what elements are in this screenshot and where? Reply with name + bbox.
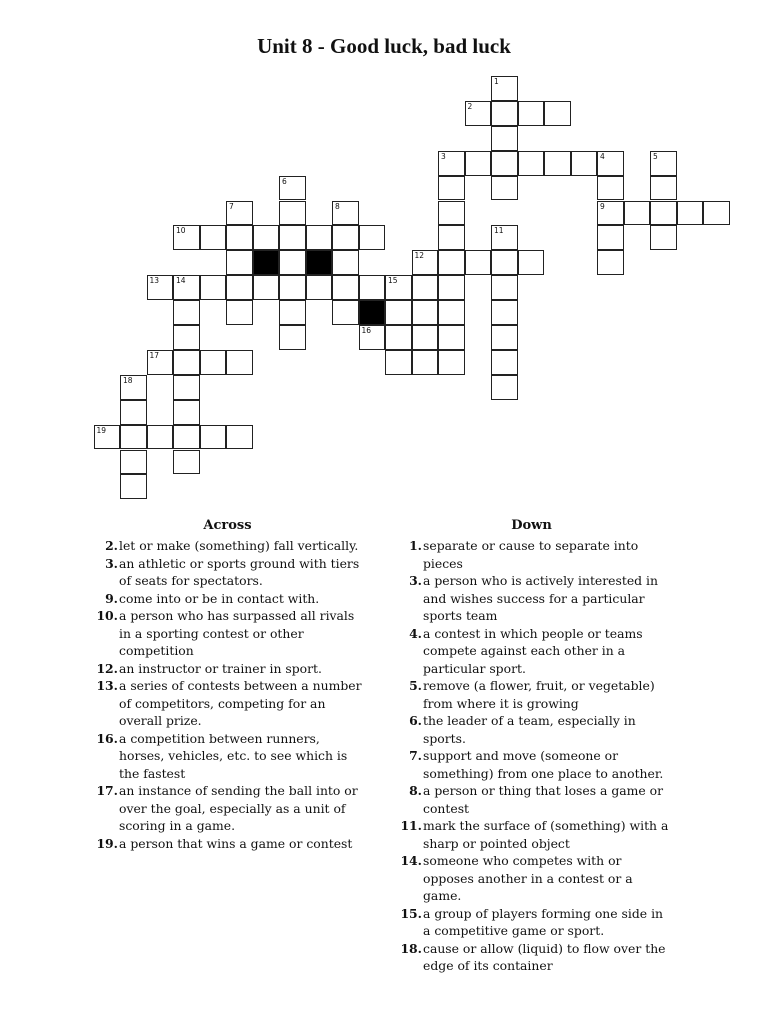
grid-cell[interactable] — [491, 250, 518, 275]
grid-cell[interactable] — [412, 350, 439, 375]
grid-cell[interactable] — [279, 225, 306, 250]
grid-cell[interactable] — [438, 176, 465, 201]
grid-cell[interactable] — [173, 350, 200, 375]
clue-number: 11. — [400, 818, 422, 833]
clue-number: 15. — [400, 905, 422, 921]
grid-cell[interactable] — [226, 350, 253, 375]
grid-cell[interactable] — [279, 250, 306, 275]
clue-text: a series of contests between a number of competitors, competing for an overall prize. — [119, 678, 362, 728]
clue-text: mark the surface of (something) with a sharp or pointed object — [423, 818, 669, 851]
page-title: Unit 8 - Good luck, bad luck — [257, 34, 511, 58]
clue-number: 2. — [105, 538, 118, 553]
clue-number: 19 — [96, 425, 107, 435]
clue-number: 17 — [149, 350, 160, 360]
grid-cell[interactable] — [120, 474, 147, 499]
grid-cell[interactable] — [650, 201, 677, 226]
down-clue — [394, 905, 669, 940]
grid-cell[interactable] — [279, 176, 306, 201]
grid-cell[interactable] — [412, 300, 439, 325]
grid-cell[interactable] — [279, 201, 306, 226]
grid-cell[interactable] — [438, 325, 465, 350]
down-clue — [394, 572, 669, 625]
grid-cell[interactable] — [597, 176, 624, 201]
across-clue — [90, 730, 365, 783]
grid-cell[interactable] — [650, 151, 677, 176]
grid-cell[interactable] — [412, 325, 439, 350]
clue-text: an instance of sending the ball into or over the goal, especially as a unit of scoring in a game. — [119, 783, 358, 833]
clue-text: cause or allow (liquid) to flow over the edge of its container — [423, 940, 666, 973]
grid-cell[interactable] — [491, 176, 518, 201]
grid-cell[interactable] — [385, 275, 412, 300]
crossword-grid — [0, 0, 768, 510]
grid-cell[interactable] — [385, 300, 412, 325]
clue-number: 3. — [409, 573, 422, 588]
clue-text: separate or cause to separate into pieces — [423, 538, 639, 571]
grid-cell[interactable] — [438, 151, 465, 176]
grid-cell[interactable] — [438, 300, 465, 325]
grid-cell[interactable] — [438, 350, 465, 375]
clue-number: 13. — [96, 678, 118, 693]
clue-number: 14 — [176, 276, 186, 286]
down-clues — [394, 518, 669, 975]
grid-cell[interactable] — [120, 400, 147, 425]
grid-cell[interactable] — [518, 151, 545, 176]
grid-cell[interactable] — [226, 425, 253, 450]
grid-cell[interactable] — [226, 275, 253, 300]
across-clue — [90, 555, 365, 590]
grid-cell[interactable] — [491, 151, 518, 176]
grid-cell[interactable] — [226, 201, 253, 226]
grid-cell[interactable] — [491, 325, 518, 350]
clue-number: 19. — [96, 835, 118, 851]
grid-cell[interactable] — [544, 101, 571, 126]
grid-cell[interactable] — [465, 151, 492, 176]
down-clue — [394, 625, 669, 678]
clue-text: an instructor or trainer in sport. — [119, 660, 322, 676]
grid-cell[interactable] — [438, 250, 465, 275]
down-heading: Down — [511, 518, 552, 533]
clue-number: 18 — [123, 375, 133, 385]
across-clue-list — [90, 537, 365, 852]
grid-cell[interactable] — [438, 275, 465, 300]
clue-number: 18. — [400, 940, 422, 956]
clue-text: remove (a flower, fruit, or vegetable) from where it is growing — [423, 678, 655, 711]
grid-cell[interactable] — [120, 375, 147, 400]
grid-cell[interactable] — [200, 350, 227, 375]
grid-cell[interactable] — [200, 425, 227, 450]
grid-cell[interactable] — [253, 225, 280, 250]
grid-cell[interactable] — [703, 201, 730, 226]
clue-number: 10. — [96, 608, 118, 623]
grid-cell[interactable] — [173, 425, 200, 450]
clue-number: 6. — [409, 713, 422, 728]
grid-cell[interactable] — [571, 151, 598, 176]
grid-cell[interactable] — [173, 300, 200, 325]
clue-text: the leader of a team, especially in sports. — [423, 713, 636, 746]
down-clue — [394, 817, 669, 852]
across-clue — [90, 607, 365, 660]
clue-number: 4 — [600, 151, 605, 161]
grid-cell[interactable] — [491, 101, 518, 126]
grid-cell[interactable] — [279, 300, 306, 325]
clue-number: 3 — [441, 151, 446, 161]
clue-number: 9 — [600, 201, 605, 211]
grid-cell[interactable] — [173, 400, 200, 425]
clue-number: 8. — [409, 783, 422, 798]
grid-cell[interactable] — [597, 201, 624, 226]
down-clue — [394, 782, 669, 817]
grid-cell[interactable] — [332, 275, 359, 300]
grid-cell[interactable] — [226, 225, 253, 250]
grid-cell[interactable] — [438, 225, 465, 250]
grid-cell[interactable] — [650, 225, 677, 250]
across-clue — [90, 537, 365, 555]
grid-cell[interactable] — [359, 225, 386, 250]
grid-cell[interactable] — [465, 250, 492, 275]
clue-number: 15 — [388, 276, 398, 286]
grid-cell[interactable] — [491, 375, 518, 400]
grid-cell[interactable] — [385, 325, 412, 350]
grid-cell[interactable] — [253, 275, 280, 300]
down-clue — [394, 852, 669, 905]
clue-number: 16. — [96, 730, 118, 746]
grid-cell[interactable] — [147, 350, 174, 375]
clue-text: a person who is actively interested in and wishes success for a particular sports team — [423, 573, 658, 623]
clue-number: 8 — [335, 201, 340, 211]
down-clue-list — [394, 537, 669, 975]
clue-number: 4. — [409, 625, 422, 641]
clue-text: a contest in which people or teams compete against each other in a particular sport. — [423, 625, 643, 676]
grid-cell[interactable] — [332, 225, 359, 250]
clue-number: 9. — [105, 590, 118, 606]
grid-cell[interactable] — [491, 275, 518, 300]
clue-number: 2 — [467, 101, 473, 111]
grid-cell[interactable] — [120, 450, 147, 475]
grid-cell[interactable] — [173, 275, 200, 300]
grid-cell[interactable] — [465, 101, 492, 126]
down-clue — [394, 677, 669, 712]
grid-cell[interactable] — [518, 101, 545, 126]
grid-cell[interactable] — [359, 325, 386, 350]
clue-number: 17. — [96, 783, 118, 798]
clue-text: let or make (something) fall vertically. — [119, 538, 359, 553]
grid-cell[interactable] — [491, 225, 518, 250]
grid-cell[interactable] — [173, 325, 200, 350]
grid-cell[interactable] — [279, 325, 306, 350]
grid-cell[interactable] — [173, 225, 200, 250]
grid-cell[interactable] — [385, 350, 412, 375]
across-clue — [90, 590, 365, 608]
down-clue — [394, 712, 669, 747]
grid-cell[interactable] — [544, 151, 571, 176]
clue-text: a person that wins a game or contest — [119, 835, 353, 851]
grid-cell-blocked — [306, 250, 333, 275]
down-clue — [394, 747, 669, 782]
clue-number: 7 — [229, 201, 234, 211]
grid-cell[interactable] — [120, 425, 147, 450]
clue-number: 13 — [149, 276, 160, 286]
grid-cell[interactable] — [412, 250, 439, 275]
grid-cell[interactable] — [359, 275, 386, 300]
grid-cell[interactable] — [491, 76, 518, 101]
grid-cell[interactable] — [147, 275, 174, 300]
clue-number: 11 — [494, 226, 504, 236]
grid-cell[interactable] — [597, 151, 624, 176]
grid-cell[interactable] — [94, 425, 121, 450]
across-clues — [90, 518, 365, 852]
grid-cell[interactable] — [332, 201, 359, 226]
clue-text: a person who has surpassed all rivals in a sporting contest or other competition — [119, 608, 355, 658]
grid-cell[interactable] — [332, 250, 359, 275]
grid-cell[interactable] — [226, 300, 253, 325]
across-clue — [90, 782, 365, 835]
clue-number: 10 — [176, 226, 186, 236]
grid-cell[interactable] — [200, 275, 227, 300]
clue-text: a person or thing that loses a game or contest — [423, 783, 664, 816]
clue-text: someone who competes with or opposes another in a contest or a game. — [423, 853, 633, 903]
clue-number: 12 — [414, 251, 425, 261]
grid-cell[interactable] — [147, 425, 174, 450]
clue-text: come into or be in contact with. — [119, 590, 320, 606]
grid-cell[interactable] — [173, 375, 200, 400]
grid-cell[interactable] — [226, 250, 253, 275]
clue-text: support and move (someone or something) from one place to another. — [423, 748, 664, 781]
grid-cell-blocked — [253, 250, 280, 275]
across-clue — [90, 677, 365, 730]
grid-cell[interactable] — [438, 201, 465, 226]
clue-number: 5 — [653, 151, 658, 161]
grid-cell[interactable] — [173, 450, 200, 475]
clue-text: a group of players forming one side in a competitive game or sport. — [423, 905, 664, 938]
clue-number: 14. — [400, 853, 422, 868]
clue-number: 5. — [409, 678, 422, 693]
across-heading: Across — [203, 518, 252, 533]
grid-cell[interactable] — [597, 250, 624, 275]
grid-cell-blocked — [359, 300, 386, 325]
grid-cell[interactable] — [597, 225, 624, 250]
grid-cell[interactable] — [332, 300, 359, 325]
across-clue — [90, 835, 365, 853]
down-clue — [394, 940, 669, 975]
grid-cell[interactable] — [200, 225, 227, 250]
clue-number: 6 — [282, 176, 287, 186]
grid-cell[interactable] — [306, 225, 333, 250]
grid-cell[interactable] — [491, 350, 518, 375]
down-clue — [394, 537, 669, 572]
clue-number: 7. — [409, 748, 422, 763]
clue-number: 16 — [361, 326, 372, 335]
grid-cell[interactable] — [306, 275, 333, 300]
across-clue — [90, 660, 365, 678]
grid-cell[interactable] — [279, 275, 306, 300]
grid-cell[interactable] — [624, 201, 651, 226]
grid-cell[interactable] — [677, 201, 704, 226]
grid-cell[interactable] — [412, 275, 439, 300]
grid-cell[interactable] — [650, 176, 677, 201]
clue-number: 12. — [96, 660, 118, 676]
clue-number: 1 — [494, 77, 499, 86]
grid-cell[interactable] — [518, 250, 545, 275]
clue-number: 1. — [409, 538, 422, 553]
clue-number: 3. — [105, 555, 118, 571]
grid-cell[interactable] — [491, 300, 518, 325]
clue-text: a competition between runners, horses, vehicles, etc. to see which is the fastest — [119, 730, 348, 781]
grid-cell[interactable] — [491, 126, 518, 151]
clue-text: an athletic or sports ground with tiers of seats for spectators. — [119, 555, 360, 588]
